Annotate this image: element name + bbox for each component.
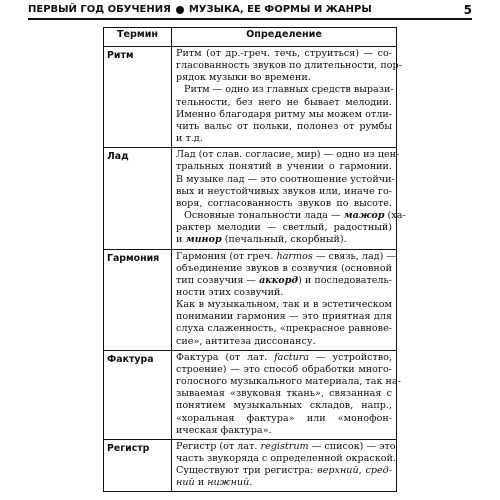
bullet-dot-icon: [176, 6, 184, 14]
definition-line: и т.д.: [176, 133, 203, 145]
definition-line: вых и неустойчивых звуков или, иначе го-: [176, 185, 392, 197]
table-row: [104, 47, 397, 148]
definition-line: зываемая «звуковая ткань», связанная с: [176, 388, 392, 400]
definition-line: часть звукоряда с определенной окраской.: [176, 453, 396, 464]
definition-line: чить вальс от польки, полонез от румбы: [176, 120, 392, 132]
definition-line: сие», антитеза диссонансу.: [176, 335, 316, 347]
definition-line: рядок музыки во времени.: [176, 72, 311, 84]
table-row: [104, 249, 397, 350]
definition-line: Существуют три регистра: верхний, сред-: [176, 465, 392, 477]
column-header-term: Термин: [104, 28, 172, 47]
definition-line: Именно благодаря ритму мы можем отли-: [176, 108, 392, 120]
term-cell: Фактура: [104, 350, 172, 439]
column-header-definition: Определение: [172, 28, 397, 47]
definition-cell: [172, 148, 406, 249]
page-number: 5: [463, 3, 472, 17]
definition-line: голосного музыкального материала, так на-: [176, 376, 401, 388]
definition-cell: [172, 249, 397, 350]
definition-line: объединение звуков в созвучия (основной: [176, 262, 392, 274]
definition-line: ическая фактура».: [176, 424, 272, 436]
definition-line: «хоральная фактура» или «монофон-: [176, 412, 392, 424]
definition-line: тельности, без него не бывает мелодии.: [176, 96, 392, 108]
definition-line: Фактура (от лат. factura — устройство,: [176, 351, 392, 363]
definition-line: слуха слаженность, «прекрасное равнове-: [176, 323, 392, 335]
definition-line: Основные тональности лада — мажор (ха-: [184, 210, 406, 222]
term-cell: Лад: [104, 148, 172, 249]
running-header: [28, 2, 472, 20]
table-header-row: [104, 28, 397, 47]
table-row: [104, 148, 397, 249]
definition-line: В музыке лад — это соотношение устойчи-: [176, 173, 395, 185]
definition-line: понимании гармония — это приятная для: [176, 311, 392, 323]
definition-line: тип созвучия — аккорд) и последователь-: [176, 274, 392, 286]
definition-line: Гармония (от греч. harmos — связь, лад) —: [176, 250, 396, 262]
definition-cell: [172, 47, 402, 148]
definition-line: ности этих созвучий.: [176, 286, 284, 298]
table-row: [104, 439, 397, 492]
term-cell: Ритм: [104, 47, 172, 148]
glossary-table: [103, 27, 406, 492]
definition-cell: [172, 439, 397, 492]
definition-line: Ритм (от др.-греч. течь, струиться) — со-: [176, 48, 392, 59]
definition-line: Ритм — одно из главных средств вырази-: [184, 84, 394, 96]
definition-line: и минор (печальный, скорбный).: [176, 234, 347, 246]
definition-line: понятием музыкальных складов, напр.,: [176, 400, 392, 412]
header-section-title: ПЕРВЫЙ ГОД ОБУЧЕНИЯ: [28, 4, 171, 15]
term-cell: Регистр: [104, 439, 172, 492]
definition-line: гласованность звуков по длительности, пор-: [176, 60, 402, 72]
definition-line: ний и нижний.: [176, 477, 253, 489]
definition-line: рактер мелодии — светлый, радостный): [176, 222, 392, 234]
table-row: [104, 350, 397, 439]
definition-line: Регистр (от лат. registrum — список) — это: [176, 440, 396, 452]
definition-line: воря, согласованность звуков по высоте.: [176, 197, 392, 209]
definition-line: Как в музыкальном, так и в эстетическом: [176, 299, 392, 311]
header-chapter-title: МУЗЫКА, ЕЕ ФОРМЫ И ЖАНРЫ: [188, 4, 372, 15]
definition-line: Лад (от слав. согласие, мир) — одно из цен-: [176, 149, 400, 161]
definition-line: тральных понятий в учении о гармонии.: [176, 161, 392, 173]
definition-line: строение) — это способ обработки много-: [176, 363, 392, 375]
term-cell: Гармония: [104, 249, 172, 350]
definition-cell: [172, 350, 401, 439]
